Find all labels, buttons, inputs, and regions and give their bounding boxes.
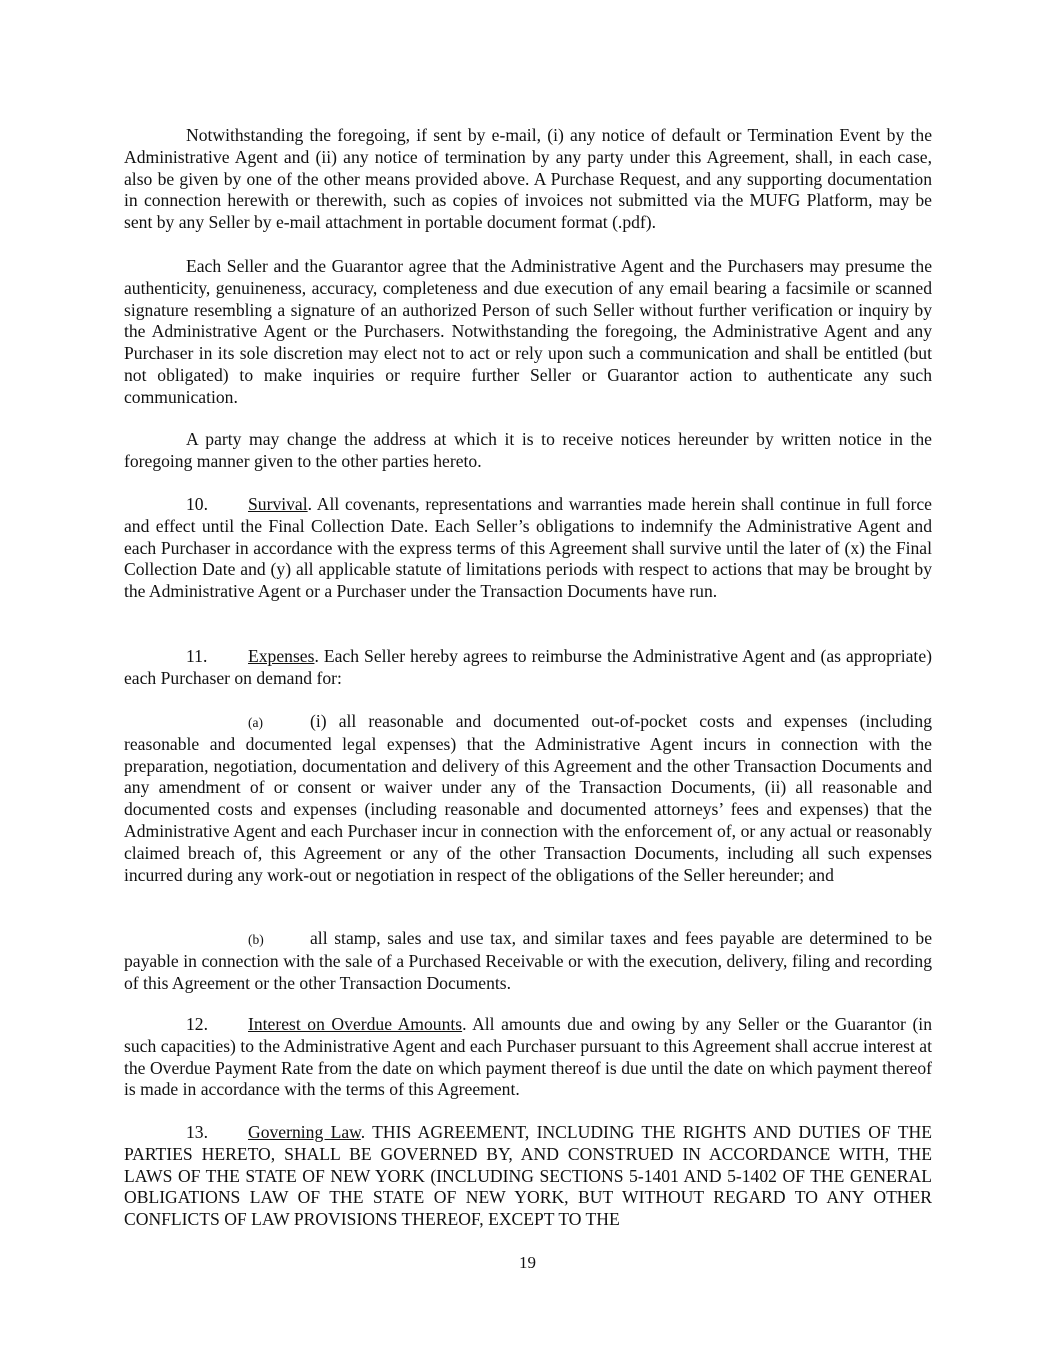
section-number: 11. bbox=[186, 646, 208, 666]
paragraph-authenticity: Each Seller and the Guarantor agree that the Administrative Agent and the Purchasers may presume the authenticity, genuineness, accuracy, completeness and due execution of any email bearing a facsimile or scanned signature resembling a signature of an authorized Person of such Seller without further verification or inquiry by the Administrative Agent or the Purchasers. Notwithstanding the foregoing, the Administrative Agent and any Purchaser in its sole discretion may elect not to act or rely upon such a communication and shall be entitled (but not obligated) to make inquiries or require further Seller or Guarantor action to authenticate any such communication. bbox=[124, 256, 932, 407]
paragraph-address-change: A party may change the address at which it is to receive notices hereunder by written notice in the foregoing manner given to the other parties hereto. bbox=[124, 429, 932, 471]
section-number: 12. bbox=[186, 1014, 208, 1034]
paragraph-email-notice: Notwithstanding the foregoing, if sent by e-mail, (i) any notice of default or Termination Event by the Administrative Agent and (ii) any notice of termination by any party under this Agreement, shall, in each case, also be given by one of the other means provided above. A Purchase Request, and any supporting documentation in connection herewith or therewith, such as copies of invoices not submitted via the MUFG Platform, may be sent by any Seller by e-mail attachment in portable document format (.pdf). bbox=[124, 125, 932, 233]
clause-label: (a) bbox=[248, 715, 263, 730]
section-number: 13. bbox=[186, 1122, 208, 1142]
section-number: 10. bbox=[186, 494, 208, 514]
section-heading: Survival bbox=[248, 494, 308, 514]
clause-text: all stamp, sales and use tax, and similar taxes and fees payable are determined to be payable in connection with the sale of a Purchased Receivable or with the execution, delivery, filing and recording of this Agreement or the other Transaction Documents. bbox=[124, 928, 932, 993]
section-text: . All amounts due and owing by any Seller or the Guarantor (in such capacities) to the Administrative Agent and each Purchaser pursuant to this Agreement shall accrue interest at the Overdue Payment Rate from the date on which payment thereof is due until the date on which payment thereof is made in accordance with the terms of this Agreement. bbox=[124, 1014, 932, 1100]
section-heading: Governing Law bbox=[248, 1122, 361, 1142]
section-heading: Interest on Overdue Amounts bbox=[248, 1014, 463, 1034]
section-heading: Expenses bbox=[248, 646, 315, 666]
section-text: . THIS AGREEMENT, INCLUDING THE RIGHTS AND DUTIES OF THE PARTIES HERETO, SHALL BE GOVERNED BY, AND CONSTRUED IN ACCORDANCE WITH, THE LAWS OF THE STATE OF NEW YORK (INCLUDING SECTIONS 5-1401 AND 5-1402 OF THE GENERAL OBLIGATIONS LAW OF THE STATE OF NEW YORK, BUT WITHOUT REGARD TO ANY OTHER CONFLICTS OF LAW PROVISIONS THEREOF, EXCEPT TO THE bbox=[124, 1122, 932, 1230]
section-10-survival bbox=[124, 494, 932, 603]
section-11-clause-b bbox=[124, 928, 932, 994]
clause-label: (b) bbox=[248, 932, 264, 947]
section-12-interest bbox=[124, 1014, 932, 1101]
page-number: 19 bbox=[519, 1253, 536, 1272]
section-text: . Each Seller hereby agrees to reimburse the Administrative Agent and (as appropriate) each Purchaser on demand for: bbox=[124, 646, 932, 688]
section-11-clause-a bbox=[124, 711, 932, 886]
clause-text: (i) all reasonable and documented out-of-pocket costs and expenses (including reasonable and documented legal expenses) that the Administrative Agent incurs in connection with the preparation, negotiation, documentation and delivery of this Agreement and the other Transaction Documents and any amendment of or consent or waiver under any of the Transaction Documents, (ii) all reasonable and documented costs and expenses (including reasonable and documented attorneys’ fees and expenses) that the Administrative Agent and each Purchaser incur in connection with the enforcement of, or any actual or reasonably claimed breach of, this Agreement or any of the other Transaction Documents, including all such expenses incurred during any work-out or negotiation in respect of the obligations of the Seller hereunder; and bbox=[124, 711, 932, 885]
section-11-expenses bbox=[124, 646, 932, 690]
section-13-governing-law bbox=[124, 1122, 932, 1231]
section-text: . All covenants, representations and warranties made herein shall continue in full force and effect until the Final Collection Date. Each Seller’s obligations to indemnify the Administrative Agent and each Purchaser in accordance with the express terms of this Agreement shall survive until the later of (x) the Final Collection Date and (y) all applicable statute of limitations periods with respect to actions that may be brought by the Administrative Agent or a Purchaser under the Transaction Documents have run. bbox=[124, 494, 932, 602]
